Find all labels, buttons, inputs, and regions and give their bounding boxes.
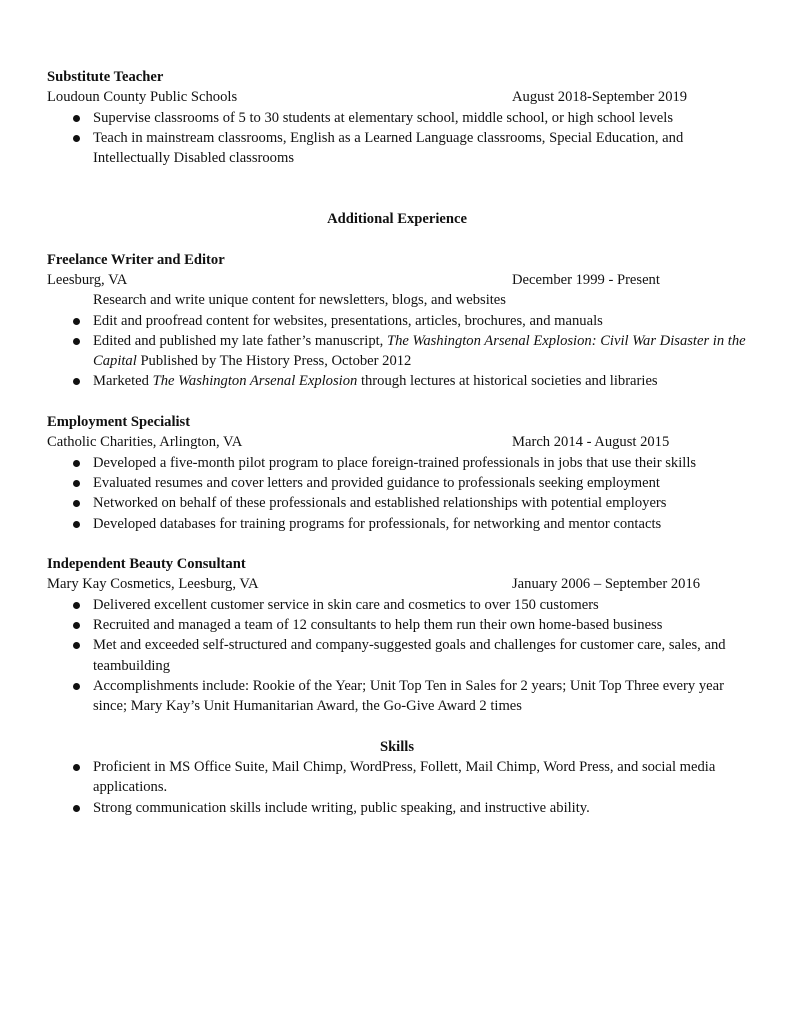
list-item: Developed a five-month pilot program to place foreign-trained professionals in jobs that use their skills xyxy=(47,453,747,473)
bullet-icon xyxy=(73,318,80,325)
job-dates: March 2014 - August 2015 xyxy=(512,434,670,451)
job-org: Leesburg, VA xyxy=(47,271,128,288)
bullet-icon xyxy=(73,622,80,629)
bullet-icon xyxy=(73,521,80,528)
list-item: Accomplishments include: Rookie of the Year; Unit Top Ten in Sales for 2 years; Unit Top Three every year since; Mary Kay’s Unit Humanitarian Award, the Go-Give Award 2 times xyxy=(47,676,747,717)
job-title: Freelance Writer and Editor xyxy=(47,251,225,268)
list-item: Edited and published my late father’s manuscript, The Washington Arsenal Explosion: Civil War Disaster in the Capital Published by The History Press, October 2012 xyxy=(47,331,747,372)
list-item: Recruited and managed a team of 12 consultants to help them run their own home-based business xyxy=(47,615,747,635)
bullet-icon xyxy=(73,480,80,487)
job-title: Substitute Teacher xyxy=(47,69,164,85)
bullet-icon xyxy=(73,805,80,812)
job-bullets xyxy=(47,108,747,169)
list-item: Edit and proofread content for websites, presentations, articles, brochures, and manuals xyxy=(47,311,747,331)
list-item: Supervise classrooms of 5 to 30 students at elementary school, middle school, or high school levels xyxy=(47,108,747,128)
list-item: Met and exceeded self-structured and company-suggested goals and challenges for customer care, sales, and teambuilding xyxy=(47,635,747,676)
bullet-icon xyxy=(73,338,80,345)
bullet-icon xyxy=(73,500,80,507)
job-bullets xyxy=(47,595,747,717)
job-bullets xyxy=(47,453,747,534)
job-org: Loudoun County Public Schools xyxy=(47,89,238,106)
job-org: Mary Kay Cosmetics, Leesburg, VA xyxy=(47,576,259,593)
job-org: Catholic Charities, Arlington, VA xyxy=(47,434,243,451)
job-dates: January 2006 – September 2016 xyxy=(512,576,701,593)
list-item: Evaluated resumes and cover letters and provided guidance to professionals seeking employment xyxy=(47,473,747,493)
list-item: Networked on behalf of these professionals and established relationships with potential employers xyxy=(47,493,747,513)
book-title: The Washington Arsenal Explosion: Civil War Disaster in the Capital xyxy=(93,332,746,370)
job-org-row xyxy=(47,432,747,452)
bullet-icon xyxy=(73,642,80,649)
list-item: Developed databases for training programs for professionals, for networking and mentor contacts xyxy=(47,514,747,534)
job-title: Independent Beauty Consultant xyxy=(47,556,246,573)
resume-page xyxy=(47,67,747,818)
bullet-icon xyxy=(73,602,80,609)
job-org-row xyxy=(47,87,747,107)
list-item: Delivered excellent customer service in skin care and cosmetics to over 150 customers xyxy=(47,595,747,615)
bullet-icon xyxy=(73,135,80,142)
section-heading-additional: Additional Experience xyxy=(327,211,467,228)
job-title: Employment Specialist xyxy=(47,414,191,431)
job-dates: December 1999 - Present xyxy=(512,271,660,288)
list-item: Teach in mainstream classrooms, English as a Learned Language classrooms, Special Education, and Intellectually Disabled classrooms xyxy=(47,128,747,169)
bullet-icon xyxy=(73,683,80,690)
section-heading-skills: Skills xyxy=(379,738,415,755)
bullet-icon xyxy=(73,378,80,385)
job-bullets xyxy=(47,290,747,391)
bullet-icon xyxy=(73,764,80,771)
job-org-row xyxy=(47,270,747,290)
skills-bullets xyxy=(47,757,747,818)
list-item: Strong communication skills include writing, public speaking, and instructive ability. xyxy=(47,798,747,818)
book-title: The Washington Arsenal Explosion xyxy=(152,373,358,390)
list-item: Research and write unique content for newsletters, blogs, and websites xyxy=(93,292,506,309)
job-org-row xyxy=(47,574,747,594)
bullet-icon xyxy=(73,115,80,122)
job-dates: August 2018-September 2019 xyxy=(512,89,688,106)
bullet-icon xyxy=(73,460,80,467)
list-item: Proficient in MS Office Suite, Mail Chimp, WordPress, Follett, Mail Chimp, Word Press, and social media applications. xyxy=(47,757,747,798)
list-item: Marketed The Washington Arsenal Explosion through lectures at historical societies and libraries xyxy=(47,371,747,391)
